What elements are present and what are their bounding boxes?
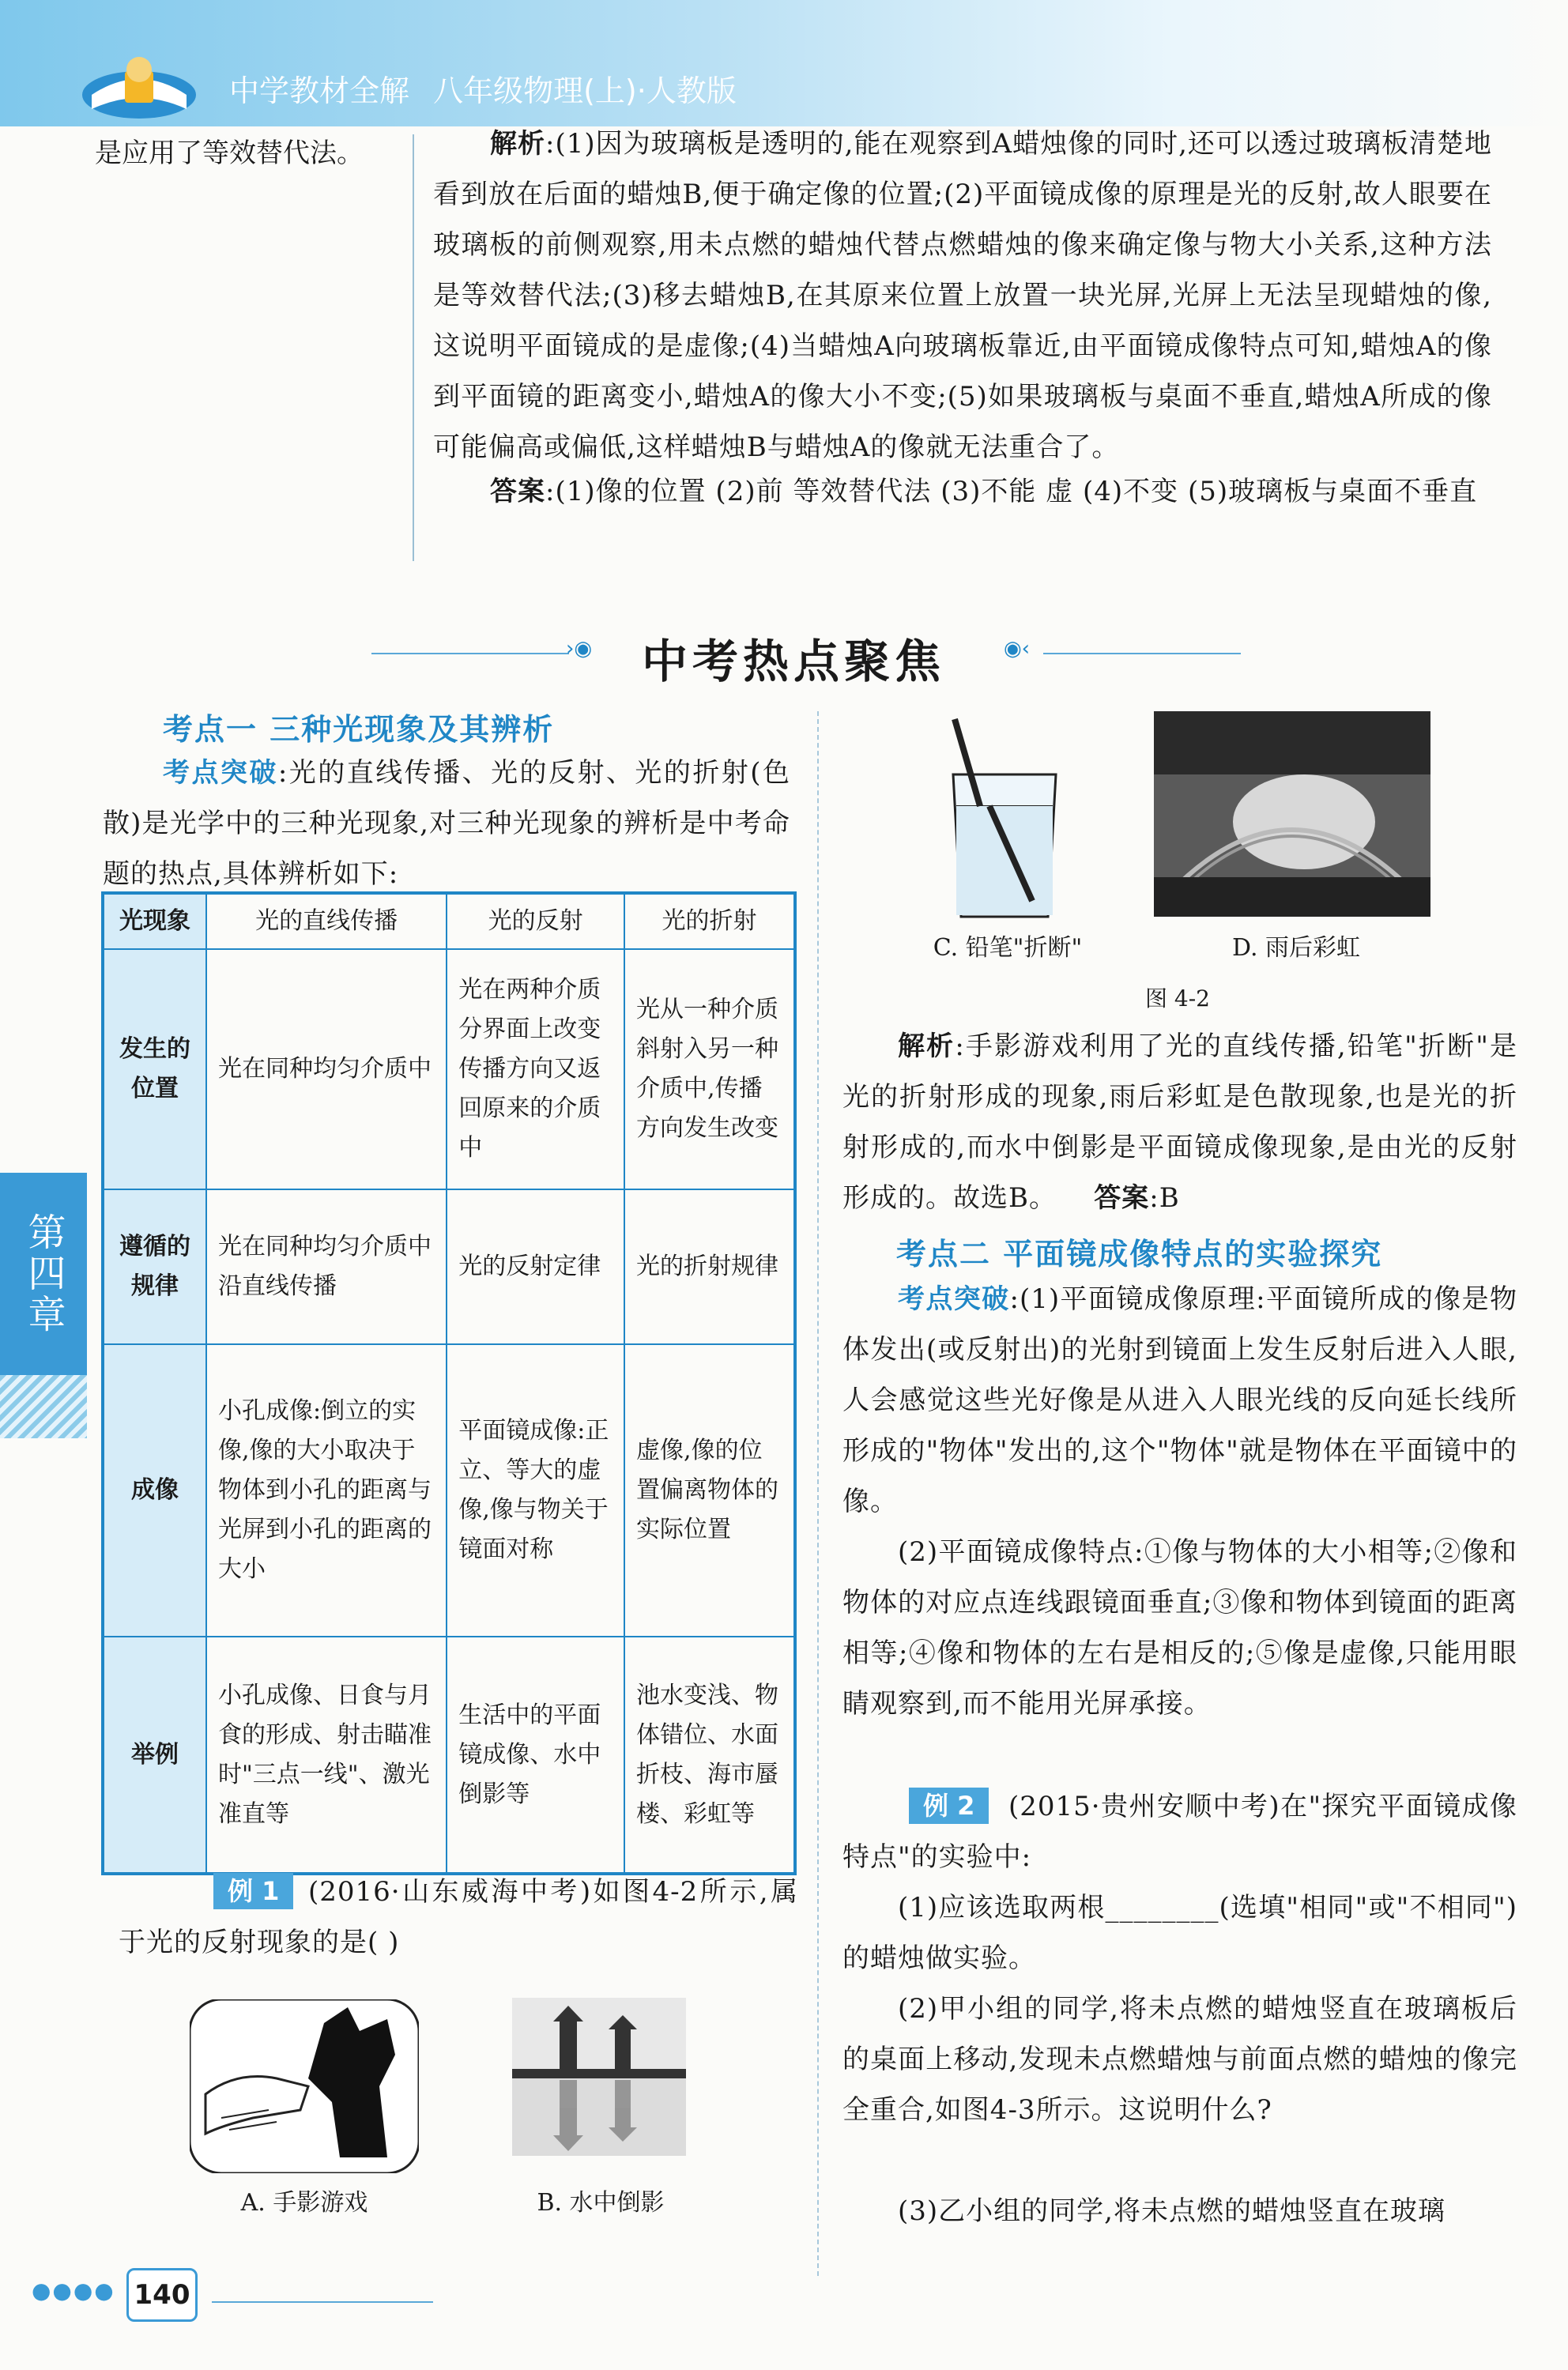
kp2-breakthrough <box>842 1274 1517 1527</box>
table-row <box>103 1344 795 1637</box>
example1-analysis <box>842 1021 1517 1223</box>
table-cell: 小孔成像:倒立的实像,像的大小取决于物体到小孔的距离与光屏到小孔的距离的大小 <box>206 1344 447 1637</box>
answer-text: :(1)像的位置 (2)前 等效替代法 (3)不能 虚 (4)不变 (5)玻璃板与桌面不垂直 <box>545 476 1478 507</box>
kp1-breakthrough <box>103 748 790 899</box>
table-cell: 虚像,像的位置偏离物体的实际位置 <box>624 1344 795 1637</box>
example2-q3: (3)乙小组的同学,将未点燃的蜡烛竖直在玻璃 <box>898 2195 1446 2227</box>
table-cell: 生活中的平面镜成像、水中倒影等 <box>447 1637 624 1874</box>
row-label: 成像 <box>103 1344 206 1637</box>
kp2-break-label: 考点突破 <box>898 1283 1010 1315</box>
hand-shadow-image <box>190 1999 419 2173</box>
table-cell: 光在两种介质分界面上改变传播方向又返回原来的介质中 <box>447 949 624 1189</box>
kp2-title: 考点二 平面镜成像特点的实验探究 <box>896 1237 1383 1272</box>
kp1-title: 考点一 三种光现象及其辨析 <box>163 712 555 747</box>
row-label: 发生的位置 <box>103 949 206 1189</box>
table-cell: 光的反射定律 <box>447 1189 624 1344</box>
table-cell: 光在同种均匀介质中 <box>206 949 447 1189</box>
ex1-answer-label: 答案 <box>1094 1182 1150 1214</box>
analysis-label: 解析 <box>490 128 546 160</box>
kp2-p1: :(1)平面镜成像原理:平面镜所成的像是物体发出(或反射出)的光射到镜面上发生反射后进入人眼,人会感觉这些光好像是从进入人眼光线的反向延长线所形成的"物体"发出的,这个"物体"就是物体在平面镜中的像。 <box>842 1283 1517 1517</box>
example2-q2: (2)甲小组的同学,将未点燃的蜡烛竖直在玻璃板后的桌面上移动,发现未点燃蜡烛与前面点燃的蜡烛的像完全重合,如图4-3所示。这说明什么? <box>842 1993 1517 2126</box>
answer-label: 答案 <box>490 476 545 507</box>
example1-question: (2016·山东威海中考)如图4-2所示,属于光的反射现象的是( ) <box>119 1876 798 1958</box>
table-cell: 光的折射规律 <box>624 1189 795 1344</box>
row-label: 举例 <box>103 1637 206 1874</box>
left-note: 是应用了等效替代法。 <box>95 138 364 169</box>
title-rule-left <box>371 653 569 654</box>
kp2-features: (2)平面镜成像特点:①像与物体的大小相等;②像和物体的对应点连线跟镜面垂直;③像和物体到镜面的距离相等;④像和物体的左右是相反的;⑤像是虚像,只能用眼睛观察到,而不能用光屏承接。 <box>842 1536 1517 1720</box>
kp1-break-label: 考点突破 <box>163 757 278 789</box>
chapter-tab: 第四章 <box>0 1173 87 1375</box>
example2-tag: 例 2 <box>909 1788 989 1824</box>
caption-d: D. 雨后彩虹 <box>1231 934 1361 962</box>
table-row <box>103 1637 795 1874</box>
kp1-break-text: :光的直线传播、光的反射、光的折射(色散)是光学中的三种光现象,对三种光现象的辨析是中考命题的热点,具体辨析如下: <box>103 757 791 890</box>
table-header: 光的反射 <box>447 893 624 949</box>
book-name: 中学教材全解 <box>229 73 410 108</box>
chapter-tab-stripes <box>0 1375 87 1438</box>
table-row <box>103 1189 795 1344</box>
caption-c: C. 铅笔"折断" <box>933 934 1083 962</box>
footer-rule <box>212 2301 433 2303</box>
rainbow-image <box>1154 711 1430 917</box>
top-answer <box>433 466 1492 517</box>
page-number: 140 <box>126 2268 198 2322</box>
caption-b: B. 水中倒影 <box>537 2189 665 2217</box>
table-cell: 平面镜成像:正立、等大的虚像,像与物关于镜面对称 <box>447 1344 624 1637</box>
title-arrow-left-icon: ›◉ <box>566 637 593 661</box>
book-logo-icon <box>76 47 202 123</box>
table-row <box>103 949 795 1189</box>
title-rule-right <box>1043 653 1241 654</box>
table-header: 光现象 <box>103 893 206 949</box>
column-divider <box>817 711 819 2276</box>
table-cell: 光从一种介质斜射入另一种介质中,传播方向发生改变 <box>624 949 795 1189</box>
analysis-text: :(1)因为玻璃板是透明的,能在观察到A蜡烛像的同时,还可以透过玻璃板清楚地看到放在后面的蜡烛B,便于确定像的位置;(2)平面镜成像的原理是光的反射,故人眼要在玻璃板的前侧观察,用未点燃的蜡烛代替点燃蜡烛的像来确定像与物大小关系,这种方法是等效替代法;(3)移去蜡烛B,在其原来位置上放置一块光屏,光屏上无法呈现蜡烛的像,这说明平面镜成的是虚像;(4)当蜡烛A向玻璃板靠近,由平面镜成像特点可知,蜡烛A的像到平面镜的距离变小,蜡烛A的像大小不变;(5)如果玻璃板与桌面不垂直,蜡烛A所成的像可能偏高或偏低,这样蜡烛B与蜡烛A的像就无法重合了。 <box>433 128 1492 463</box>
ex1-analysis-text: :手影游戏利用了光的直线传播,铅笔"折断"是光的折射形成的现象,雨后彩虹是色散现象,也是光的折射形成的,而水中倒影是平面镜成像现象,是由光的反射形成的。故选B。 <box>842 1031 1518 1214</box>
header-title <box>229 66 751 110</box>
table-cell: 池水变浅、物体错位、水面折枝、海市蜃楼、彩虹等 <box>624 1637 795 1874</box>
example2-intro: (2015·贵州安顺中考)在"探究平面镜成像特点"的实验中: <box>842 1791 1517 1873</box>
caption-a: A. 手影游戏 <box>240 2189 368 2217</box>
table-header: 光的折射 <box>624 893 795 949</box>
ex1-analysis-label: 解析 <box>898 1031 956 1062</box>
light-phenomena-table <box>101 891 797 1875</box>
example2-q1: (1)应该选取两根________(选填"相同"或"不相同")的蜡烛做实验。 <box>842 1892 1517 1974</box>
water-reflection-image <box>512 1998 686 2156</box>
title-arrow-right-icon: ◉‹ <box>1004 637 1031 661</box>
table-cell: 小孔成像、日食与月食的形成、射击瞄准时"三点一线"、激光准直等 <box>206 1637 447 1874</box>
top-analysis <box>433 119 1492 473</box>
figure-label: 图 4-2 <box>1145 985 1210 1012</box>
footer-dots-icon: ●●●● <box>32 2278 115 2304</box>
subject-name: 八年级物理(上)·人教版 <box>433 73 737 108</box>
table-header-row <box>103 893 795 949</box>
example1-tag: 例 1 <box>213 1873 293 1909</box>
table-header: 光的直线传播 <box>206 893 447 949</box>
section-title: 中考热点聚焦 <box>642 635 946 688</box>
column-divider-top <box>413 134 414 561</box>
pencil-in-glass-image <box>945 711 1064 925</box>
table-cell: 光在同种均匀介质中沿直线传播 <box>206 1189 447 1344</box>
ex1-answer-text: :B <box>1149 1182 1180 1214</box>
row-label: 遵循的规律 <box>103 1189 206 1344</box>
